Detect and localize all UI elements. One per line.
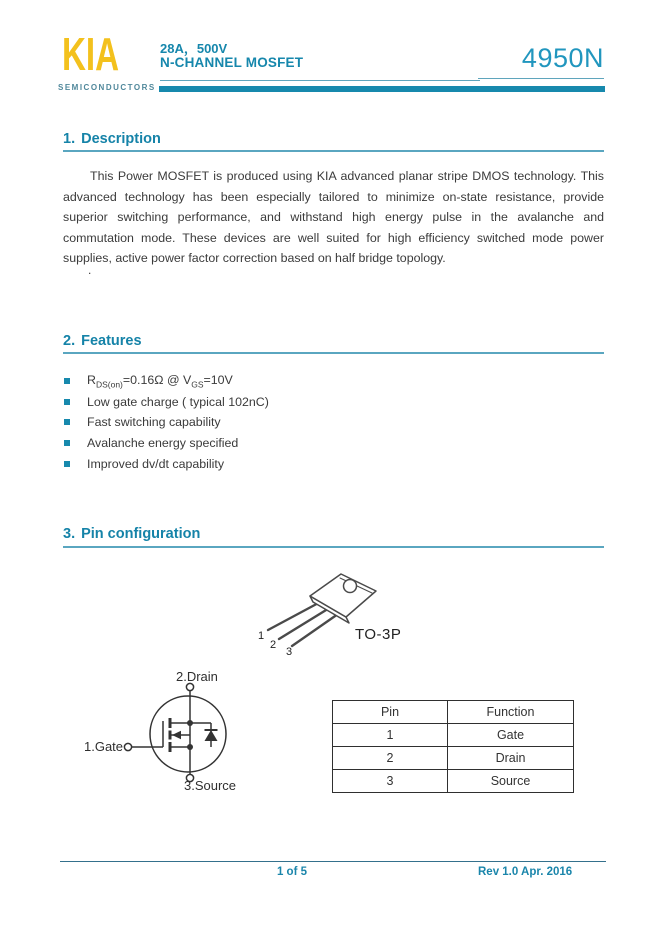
- section-2-heading: [63, 333, 142, 349]
- section-3-number: 3.: [63, 526, 76, 542]
- gate-label: 1.Gate: [84, 739, 124, 754]
- pin-function-table: [332, 700, 574, 793]
- bullet-square-icon: [64, 399, 70, 405]
- feature-text: Low gate charge ( typical 102nC): [87, 394, 269, 409]
- part-number: 4950N: [521, 43, 604, 73]
- section-1-title: Description: [81, 131, 161, 147]
- table-row: [333, 747, 574, 770]
- header-rule-thin-right: [478, 78, 604, 79]
- header-rule-thin-left: [160, 80, 480, 81]
- drain-terminal-circle: [186, 683, 193, 690]
- mosfet-symbol-drawing: [70, 664, 320, 804]
- package-pin-1-label: 1: [258, 630, 265, 642]
- feature-text: Improved dv/dt capability: [87, 456, 225, 471]
- feature-item: [64, 453, 269, 474]
- bullet-square-icon: [64, 440, 70, 446]
- source-junction-dot: [187, 744, 193, 750]
- feature-item-rds: [64, 371, 269, 392]
- package-pin-3-label: 3: [286, 646, 293, 658]
- bullet-square-icon: [64, 419, 70, 425]
- drain-junction-dot: [187, 720, 193, 726]
- symbol-circle: [150, 696, 226, 772]
- feature-text: Avalanche energy specified: [87, 436, 239, 451]
- section-3-rule: [63, 546, 604, 548]
- section-2-rule: [63, 352, 604, 354]
- feature-item: [64, 433, 269, 454]
- section-3-heading: [63, 526, 200, 542]
- section-1-number: 1.: [63, 131, 76, 147]
- mounting-hole: [344, 580, 357, 593]
- feature-rds-text: [87, 373, 233, 389]
- section-3-title: Pin configuration: [81, 526, 201, 542]
- section-1-heading: [63, 131, 161, 147]
- feature-item: [64, 392, 269, 413]
- to-3p-package-drawing: [228, 562, 460, 674]
- footer-rule: [60, 861, 606, 862]
- section-2-number: 2.: [63, 333, 76, 349]
- pin-cell: 2: [333, 747, 448, 770]
- features-list: [64, 371, 269, 474]
- function-cell: Source: [448, 770, 574, 793]
- feature-text: Fast switching capability: [87, 415, 221, 430]
- package-lead-1: [268, 600, 324, 630]
- package-lead-3: [292, 614, 338, 646]
- source-label: 3.Source: [184, 778, 237, 793]
- pin-cell: 1: [333, 724, 448, 747]
- package-pin-2-label: 2: [270, 639, 277, 651]
- logo-subtitle: SEMICONDUCTORS: [58, 83, 156, 92]
- feature-item: [64, 412, 269, 433]
- section-2-title: Features: [81, 333, 142, 349]
- rds-mid: =0.16Ω @ V: [122, 373, 192, 388]
- diode-triangle-icon: [205, 730, 218, 741]
- table-header-row: [333, 701, 574, 724]
- package-name-label: TO-3P: [355, 626, 402, 643]
- function-column-header: Function: [448, 701, 574, 724]
- rds-pre: R: [87, 373, 96, 388]
- kia-logo: KIA: [62, 28, 120, 80]
- drain-label: 2.Drain: [176, 669, 218, 684]
- stray-period: .: [88, 263, 92, 277]
- pin-cell: 3: [333, 770, 448, 793]
- table-row: [333, 770, 574, 793]
- pin-column-header: Pin: [333, 701, 448, 724]
- section-1-rule: [63, 150, 604, 152]
- bullet-square-icon: [64, 378, 70, 384]
- rds-sub-gs: GS: [191, 379, 204, 390]
- rds-sub-dson: DS(on): [95, 379, 123, 390]
- gate-terminal-circle: [124, 743, 131, 750]
- rds-post: =10V: [203, 373, 233, 388]
- page-indicator: 1 of 5: [276, 866, 308, 878]
- description-paragraph: This Power MOSFET is produced using KIA advanced planar stripe DMOS technology. This advanced technology has been especially tailored to minimize on-state resistance, provide superior switching performance, and withstand high energy pulse in the avalanche and commutation mode. These devices are well suited for high efficiency switched mode power supplies, active power factor correction based on half bridge topology.: [63, 169, 604, 266]
- package-body: [310, 574, 376, 617]
- bullet-square-icon: [64, 461, 70, 467]
- header-rule-thick: [159, 86, 605, 92]
- device-rating: 28A，500V: [160, 41, 228, 56]
- function-cell: Gate: [448, 724, 574, 747]
- revision-label: Rev 1.0 Apr. 2016: [478, 866, 573, 878]
- substrate-arrow-icon: [172, 731, 181, 739]
- table-row: [333, 724, 574, 747]
- function-cell: Drain: [448, 747, 574, 770]
- device-type: N-CHANNEL MOSFET: [160, 55, 304, 70]
